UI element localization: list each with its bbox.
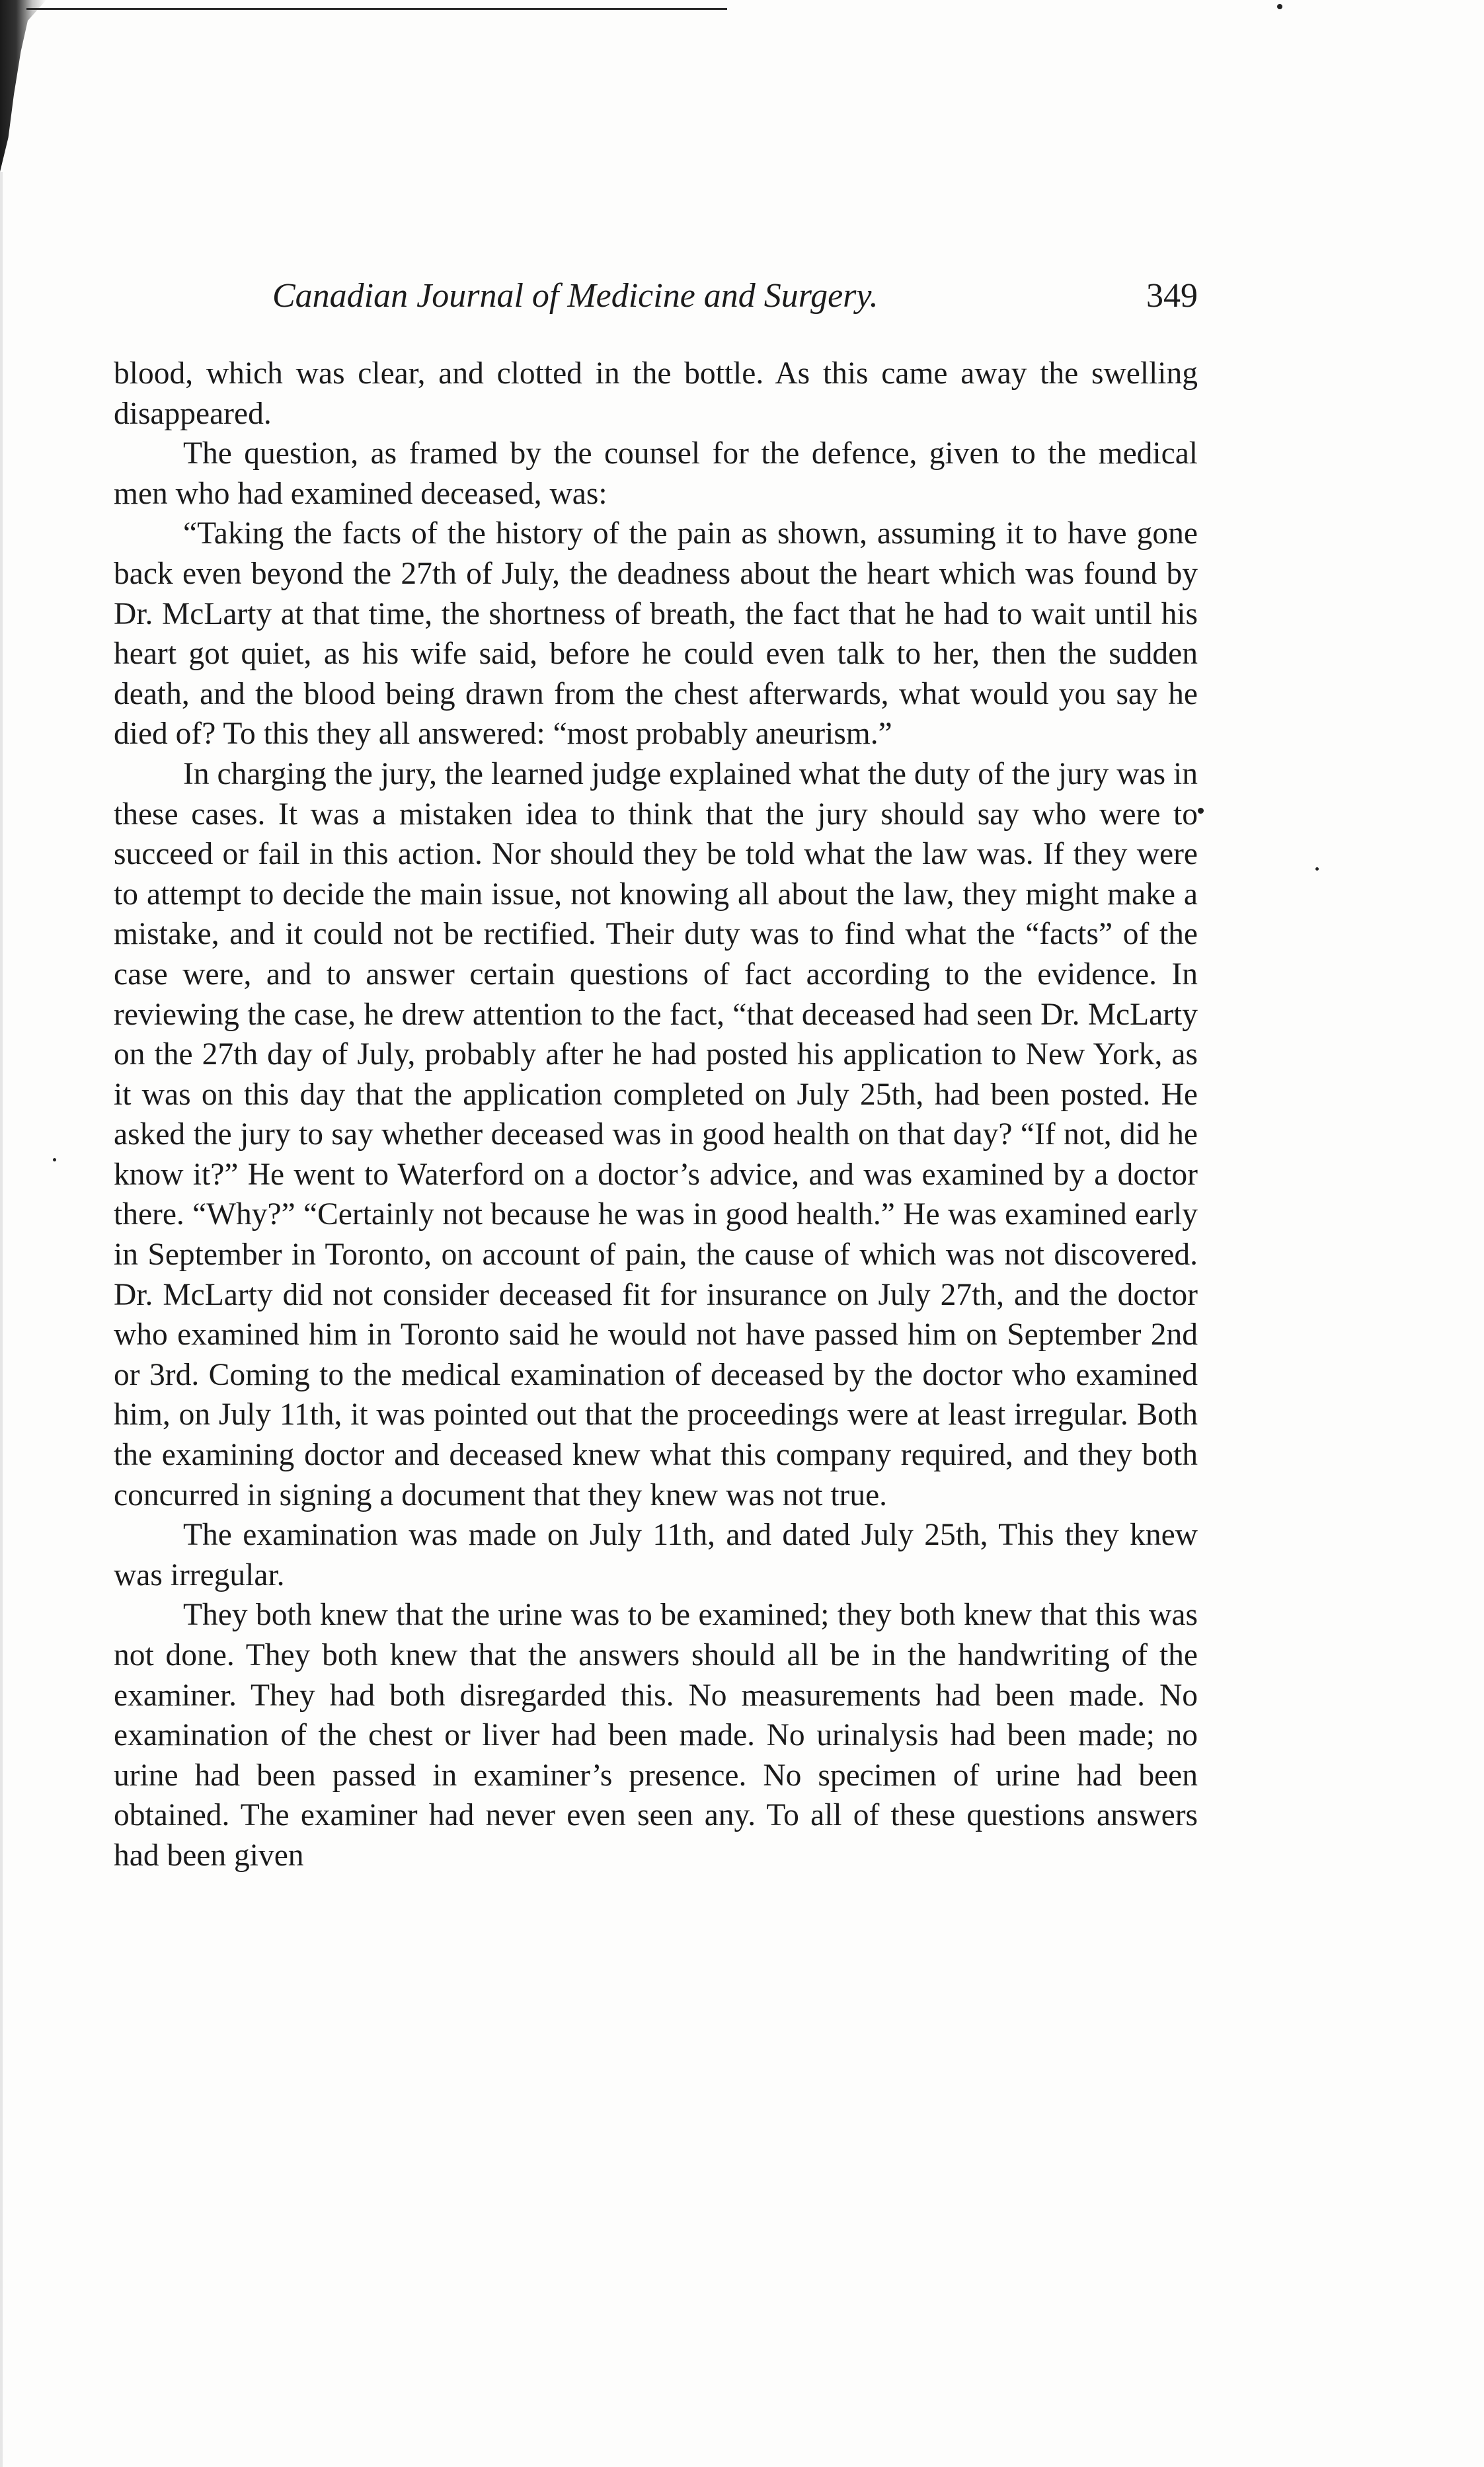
paragraph: “Taking the facts of the history of the pain as shown, assuming it to have gone back even beyond the 27th of July, the deadness about the heart which was found by Dr. McLarty at that time, the shortness of breath, the fact that he had to wait until his heart got quiet, as his wife said, before he could even talk to her, then the sudden death, and the blood being drawn from the chest afterwards, what would you say he died of? To this they all answered: “most probably aneurism.” xyxy=(114,516,1198,752)
paragraph: They both knew that the urine was to be examined; they both knew that this was not done. They both knew that the answers should all be in the handwriting of the examiner. They had both disregarded this. No measurements had been made. No examination of the chest or liver had been made. No urinalysis had been made; no urine had been passed in examiner’s presence. No specimen of urine had been obtained. The examiner had never even seen any. To all of these questions answers had been given xyxy=(114,1598,1198,1873)
article-body xyxy=(114,354,1198,1876)
ink-speck xyxy=(53,1158,56,1161)
paragraph: blood, which was clear, and clotted in the bottle. As this came away the swelling disappeared. xyxy=(114,356,1198,431)
journal-title: Canadian Journal of Medicine and Surgery. xyxy=(272,277,879,315)
ink-speck xyxy=(1198,808,1204,814)
ink-speck xyxy=(1277,4,1282,9)
running-header xyxy=(114,276,1198,329)
scan-shadow-mark xyxy=(0,0,46,172)
page-binding-edge xyxy=(0,172,3,2467)
paragraph: The question, as framed by the counsel for the defence, given to the medical men who had examined deceased, was: xyxy=(114,436,1198,511)
page-top-edge xyxy=(26,8,727,10)
paragraph: In charging the jury, the learned judge explained what the duty of the jury was in these cases. It was a mistaken idea to think that the jury should say who were to succeed or fail in this action. Nor should they be told what the law was. If they were to attempt to decide the main issue, not knowing all about the law, they might make a mistake, and it could not be rectified. Their duty was to find what the “facts” of the case were, and to answer certain questions of fact according to the evidence. In reviewing the case, he drew attention to the fact, “that deceased had seen Dr. McLarty on the 27th day of July, probably after he had posted his application to New York, as it was on this day that the application completed on July 25th, had been posted. He asked the jury to say whether deceased was in good health on that day? “If not, did he know it?” He went to Waterford on a doctor’s advice, and was examined by a doctor there. “Why?” “Certainly not because he was in good health.” He was examined early in September in Toronto, on account of pain, the cause of which was not discovered. Dr. McLarty did not consider deceased fit for insurance on July 27th, and the doctor who examined him in Toronto said he would not have passed him on September 2nd or 3rd. Coming to the medical examination of deceased by the doctor who examined him, on July 11th, it was pointed out that the proceedings were at least irregular. Both the examining doctor and deceased knew what this company required, and they both concurred in signing a document that they knew was not true. xyxy=(114,756,1198,1512)
ink-speck xyxy=(1315,867,1319,871)
paragraph: The examination was made on July 11th, and dated July 25th, This they knew was irregular. xyxy=(114,1518,1198,1592)
page-number: 349 xyxy=(1146,277,1198,315)
